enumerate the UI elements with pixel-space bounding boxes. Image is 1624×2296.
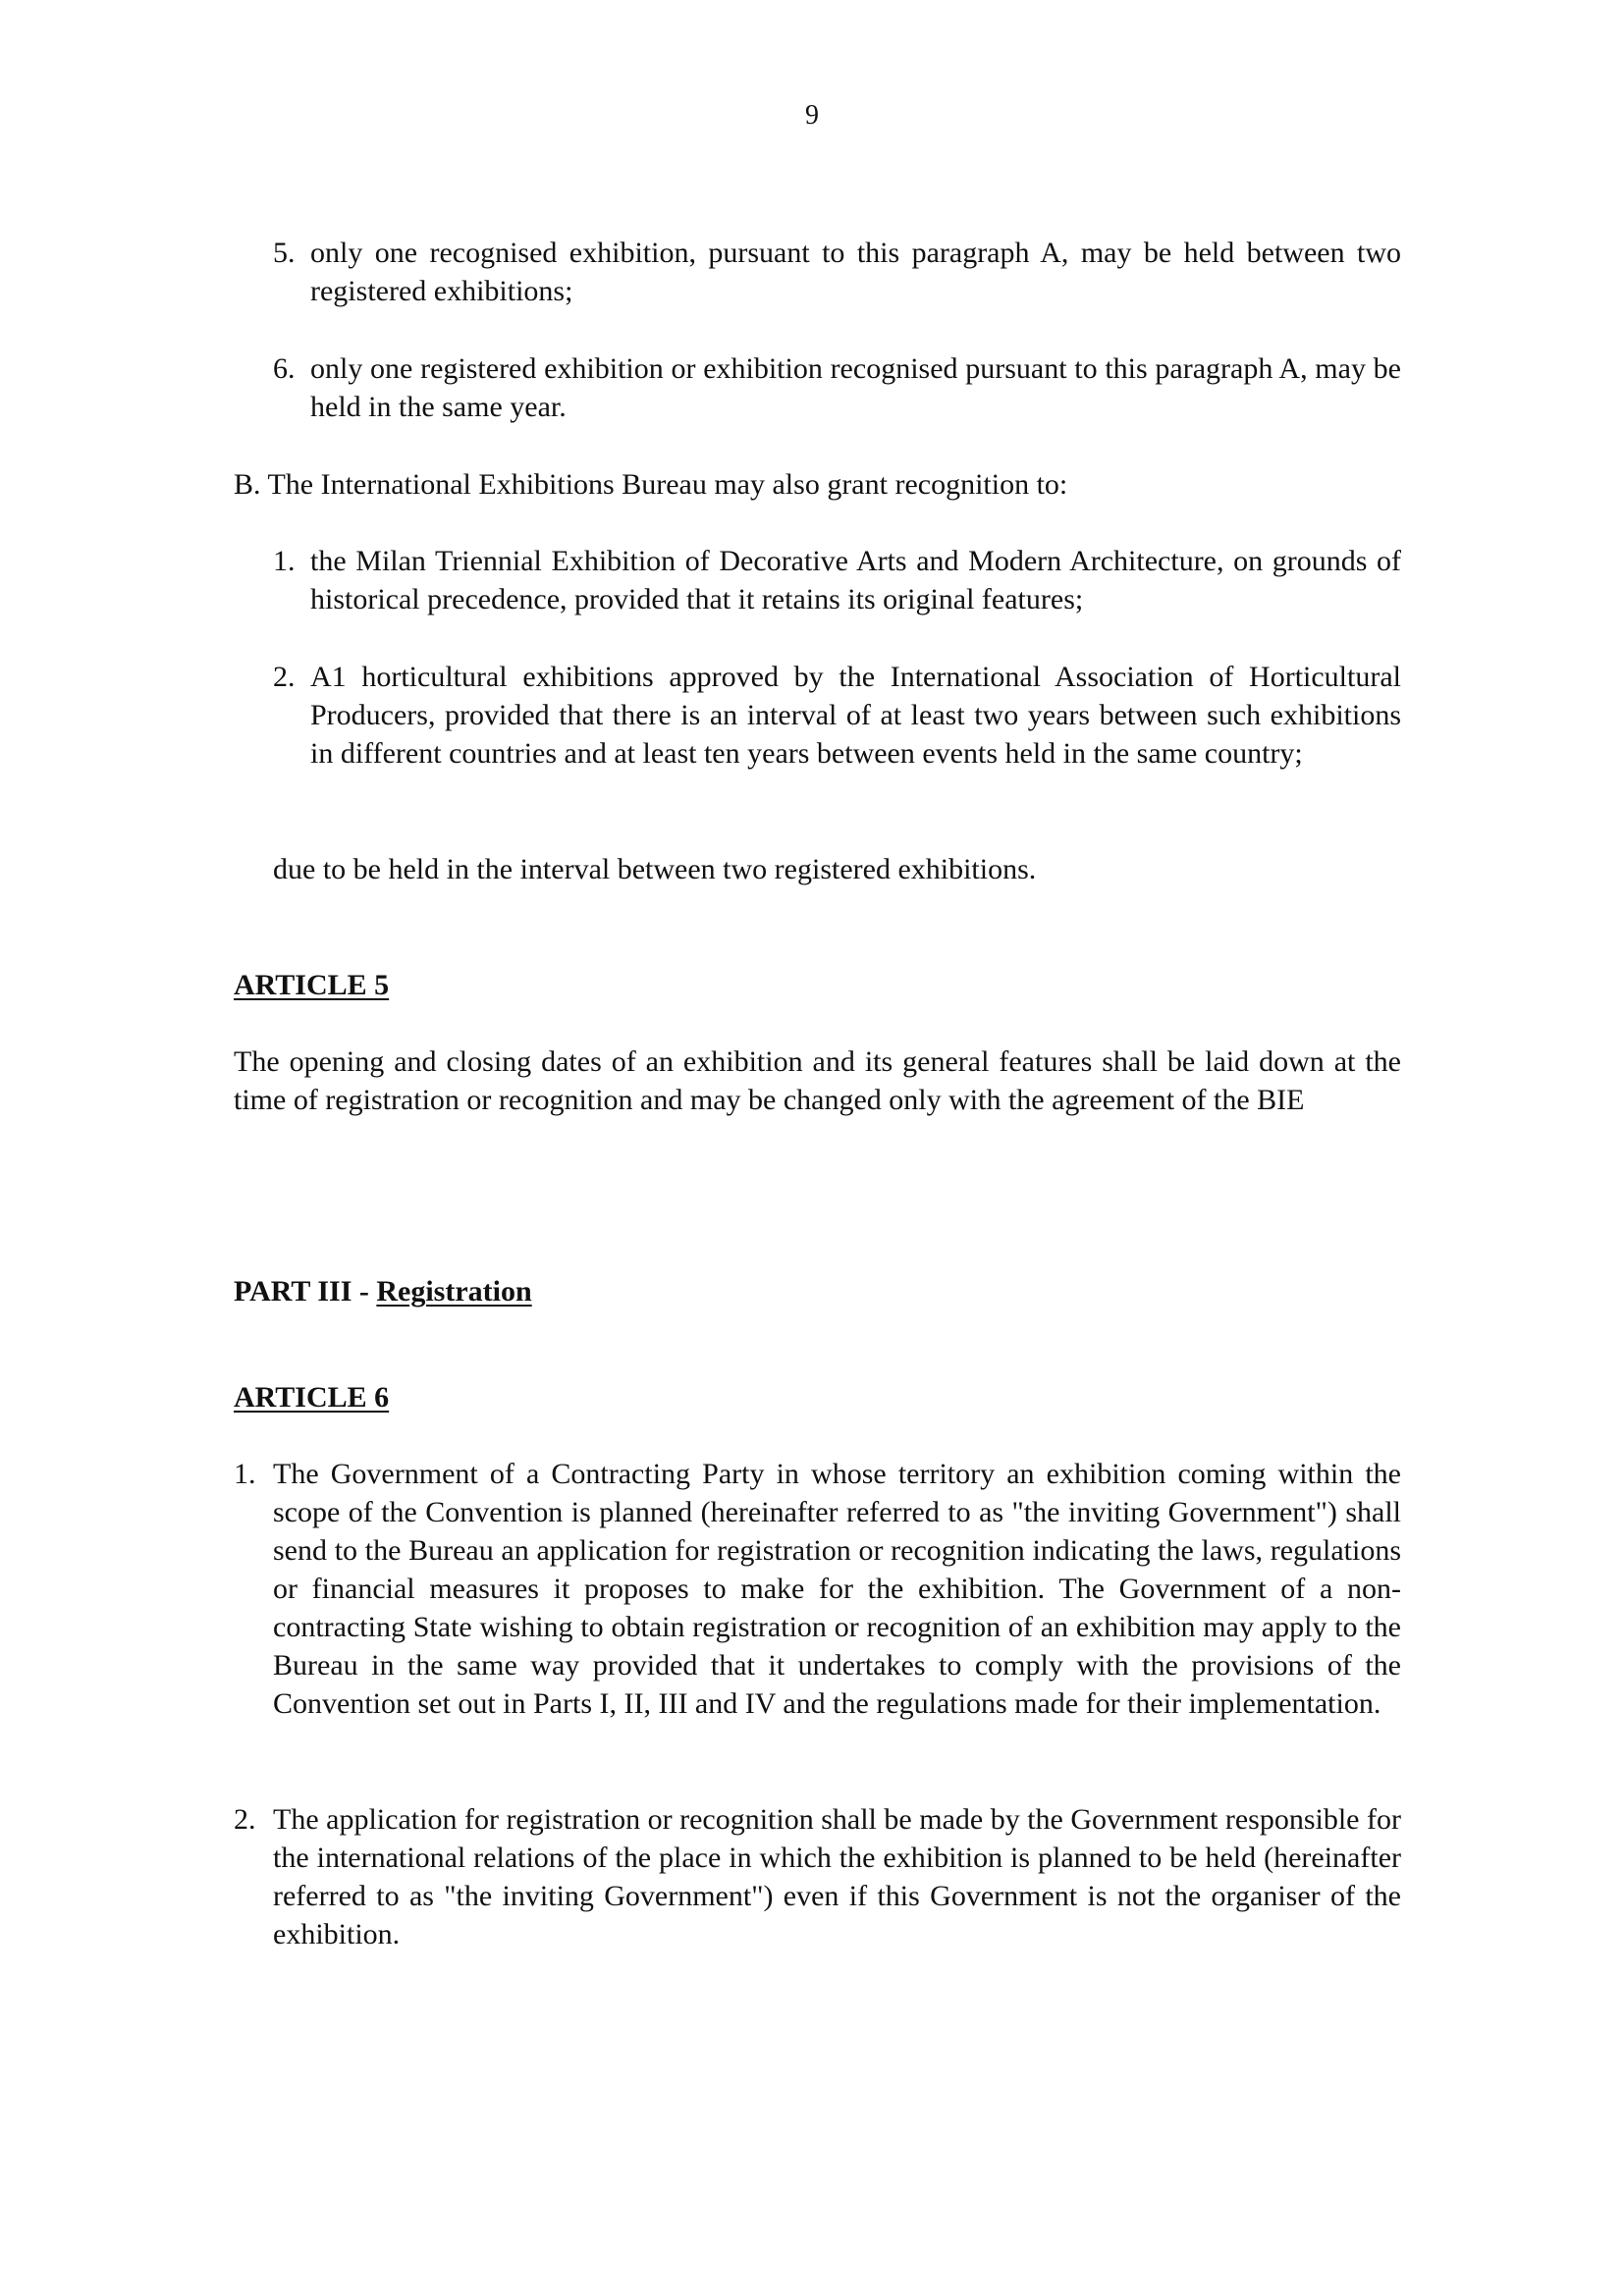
list-item-b2 — [273, 658, 1401, 773]
part-3-prefix: PART III - — [234, 1275, 377, 1308]
list-item-number: 6. — [273, 352, 296, 385]
list-item-text: The Government of a Contracting Party in whose territory an exhibition coming within the scope of the Convention is planned (hereinafter referred to as "the inviting Government") shall send to the Bureau an application for registration or recognition indicating the laws, regulations or financial measures it proposes to make for the exhibition. The Government of a non-contracting State wishing to obtain registration or recognition of an exhibition may apply to the Bureau in the same way provided that it undertakes to comply with the provisions of the Convention set out in Parts I, II, III and IV and the regulations made for their implementation. — [273, 1458, 1401, 1720]
page-number: 9 — [805, 100, 819, 131]
section-b-closing: due to be held in the interval between two registered exhibitions. — [273, 853, 1037, 885]
list-item-6-2 — [234, 1800, 1401, 1953]
list-item-text: only one recognised exhibition, pursuant to this paragraph A, may be held between two registered exhibitions; — [310, 237, 1401, 307]
list-item-text: only one registered exhibition or exhibition recognised pursuant to this paragraph A, may be held in the same year. — [310, 352, 1401, 423]
list-item-text: The application for registration or recognition shall be made by the Government responsible for the international relations of the place in which the exhibition is planned to be held (hereinafter referred to as "the inviting Government") even if this Government is not the organiser of the exhibition. — [273, 1803, 1401, 1950]
article-5-heading: ARTICLE 5 — [234, 969, 390, 1001]
list-item-text: the Milan Triennial Exhibition of Decorative Arts and Modern Architecture, on grounds of historical precedence, provided that it retains its original features; — [310, 545, 1401, 615]
list-item-number: 1. — [273, 545, 296, 577]
list-item-b1 — [273, 542, 1401, 618]
list-item-number: 2. — [273, 661, 296, 693]
article-6-heading: ARTICLE 6 — [234, 1381, 390, 1414]
list-item-number: 5. — [273, 237, 296, 269]
list-item-number: 2. — [234, 1803, 256, 1836]
list-item-a6 — [273, 349, 1401, 426]
list-item-text: A1 horticultural exhibitions approved by the International Association of Horticultural Producers, provided that there is an interval of at least two years between such exhibitions in different countries and at least ten years between events held in the same country; — [310, 661, 1401, 770]
section-b-intro: B. The International Exhibitions Bureau may also grant recognition to: — [234, 468, 1068, 501]
list-item-6-1 — [234, 1455, 1401, 1723]
list-item-number: 1. — [234, 1458, 256, 1490]
list-item-a5 — [273, 234, 1401, 310]
article-5-text: The opening and closing dates of an exhibition and its general features shall be laid down at the time of registration or recognition and may be changed only with the agreement of the BIE — [234, 1045, 1401, 1116]
part-3-title: Registration — [376, 1275, 532, 1308]
part-3-heading — [234, 1272, 532, 1310]
